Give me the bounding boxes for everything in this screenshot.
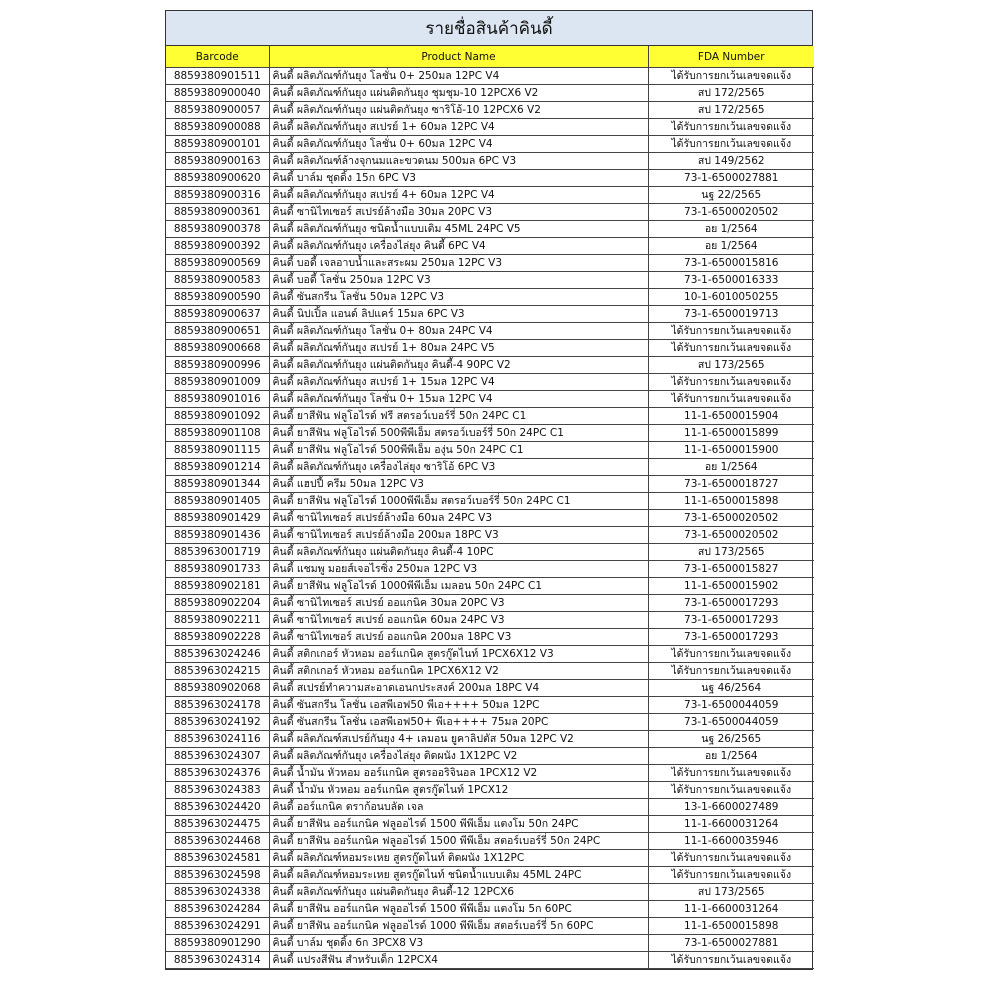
- barcode-cell: 8853963024468: [166, 833, 269, 850]
- product-name-cell: คินดี้ สติกเกอร์ หัวหอม ออร์แกนิค สูตรกู๊ดไนท์ 1PCX6X12 V3: [269, 646, 648, 663]
- product-name-cell: คินดี้ ผลิตภัณฑ์กันยุง โลชั่น 0+ 60มล 12PC V4: [269, 136, 648, 153]
- fda-number-cell: 10-1-6010050255: [648, 289, 814, 306]
- product-name-cell: คินดี้ สติกเกอร์ หัวหอม ออร์แกนิค 1PCX6X12 V2: [269, 663, 648, 680]
- barcode-cell: 8853963024475: [166, 816, 269, 833]
- fda-number-cell: ได้รับการยกเว้นเลขจดแจ้ง: [648, 765, 814, 782]
- table-row: [166, 561, 814, 578]
- barcode-cell: 8853963024598: [166, 867, 269, 884]
- product-name-cell: คินดี้ ยาสีฟัน ฟลูโอไรด์ 500พีพีเอ็ม สตรอว์เบอร์รี่ 50ก 24PC C1: [269, 425, 648, 442]
- fda-number-cell: 11-1-6500015899: [648, 425, 814, 442]
- fda-number-cell: 73-1-6500027881: [648, 935, 814, 952]
- product-name-cell: คินดี้ บอดี้ โลชั่น 250มล 12PC V3: [269, 272, 648, 289]
- table-row: [166, 952, 814, 969]
- product-name-cell: คินดี้ ยาสีฟัน ฟลูโอไรด์ 1000พีพีเอ็ม สตรอว์เบอร์รี่ 50ก 24PC C1: [269, 493, 648, 510]
- table-row: [166, 85, 814, 102]
- fda-number-cell: 11-1-6600031264: [648, 901, 814, 918]
- barcode-cell: 8859380901115: [166, 442, 269, 459]
- fda-number-cell: สป 173/2565: [648, 357, 814, 374]
- product-name-cell: คินดี้ ซานิไทเซอร์ สเปรย์ ออแกนิค 60มล 24PC V3: [269, 612, 648, 629]
- barcode-cell: 8859380900040: [166, 85, 269, 102]
- fda-number-cell: สป 172/2565: [648, 102, 814, 119]
- table-row: [166, 289, 814, 306]
- table-row: [166, 714, 814, 731]
- product-name-cell: คินดี้ บอดี้ เจลอาบน้ำและสระผม 250มล 12PC V3: [269, 255, 648, 272]
- product-name-cell: คินดี้ ผลิตภัณฑ์กันยุง ชนิดน้ำแบบเติม 45ML 24PC V5: [269, 221, 648, 238]
- fda-number-cell: 73-1-6500044059: [648, 714, 814, 731]
- product-name-cell: คินดี้ ยาสีฟัน ฟลูโอไรด์ 1000พีพีเอ็ม เมลอน 50ก 24PC C1: [269, 578, 648, 595]
- table-row: [166, 187, 814, 204]
- fda-number-cell: 11-1-6500015902: [648, 578, 814, 595]
- fda-number-cell: นฐ 46/2564: [648, 680, 814, 697]
- barcode-cell: 8859380900569: [166, 255, 269, 272]
- barcode-cell: 8859380901214: [166, 459, 269, 476]
- fda-number-cell: 73-1-6500016333: [648, 272, 814, 289]
- product-name-cell: คินดี้ ยาสีฟัน ออร์แกนิค ฟลูออไรด์ 1500 พีพีเอ็ม สตอร์เบอร์รี่ 50ก 24PC: [269, 833, 648, 850]
- fda-number-cell: 73-1-6500017293: [648, 612, 814, 629]
- product-list-sheet: [165, 10, 813, 970]
- sheet-title: รายชื่อสินค้าคินดี้: [166, 11, 812, 46]
- table-row: [166, 408, 814, 425]
- barcode-cell: 8853963024284: [166, 901, 269, 918]
- fda-number-cell: 73-1-6500020502: [648, 204, 814, 221]
- barcode-cell: 8853963024314: [166, 952, 269, 969]
- fda-number-cell: อย 1/2564: [648, 221, 814, 238]
- barcode-cell: 8859380900057: [166, 102, 269, 119]
- table-row: [166, 595, 814, 612]
- fda-number-cell: ได้รับการยกเว้นเลขจดแจ้ง: [648, 952, 814, 969]
- table-row: [166, 629, 814, 646]
- barcode-cell: 8859380902181: [166, 578, 269, 595]
- fda-number-cell: 73-1-6500044059: [648, 697, 814, 714]
- product-name-cell: คินดี้ นิปเปิ้ล แอนด์ ลิปแคร์ 15มล 6PC V3: [269, 306, 648, 323]
- table-row: [166, 765, 814, 782]
- barcode-cell: 8859380900668: [166, 340, 269, 357]
- fda-number-cell: อย 1/2564: [648, 748, 814, 765]
- barcode-cell: 8859380900637: [166, 306, 269, 323]
- table-row: [166, 527, 814, 544]
- product-name-cell: คินดี้ บาล์ม ชุดดิ้ง 15ก 6PC V3: [269, 170, 648, 187]
- fda-number-cell: ได้รับการยกเว้นเลขจดแจ้ง: [648, 323, 814, 340]
- product-name-cell: คินดี้ ออร์แกนิค ตราก้อนบลัด เจล: [269, 799, 648, 816]
- table-row: [166, 153, 814, 170]
- fda-number-cell: 73-1-6500017293: [648, 595, 814, 612]
- barcode-cell: 8859380902204: [166, 595, 269, 612]
- barcode-cell: 8853963024291: [166, 918, 269, 935]
- product-name-cell: คินดี้ แฮปปี้ ครีม 50มล 12PC V3: [269, 476, 648, 493]
- product-name-cell: คินดี้ ผลิตภัณฑ์ล้างจุกนมและขวดนม 500มล 6PC V3: [269, 153, 648, 170]
- table-header-row: [166, 46, 814, 68]
- fda-number-cell: ได้รับการยกเว้นเลขจดแจ้ง: [648, 136, 814, 153]
- fda-number-cell: ได้รับการยกเว้นเลขจดแจ้ง: [648, 663, 814, 680]
- table-row: [166, 357, 814, 374]
- fda-number-cell: 11-1-6500015898: [648, 918, 814, 935]
- table-row: [166, 816, 814, 833]
- table-row: [166, 918, 814, 935]
- barcode-cell: 8859380900101: [166, 136, 269, 153]
- fda-number-cell: อย 1/2564: [648, 238, 814, 255]
- table-row: [166, 935, 814, 952]
- fda-number-cell: 13-1-6600027489: [648, 799, 814, 816]
- product-name-cell: คินดี้ ผลิตภัณฑ์กันยุง สเปรย์ 4+ 60มล 12PC V4: [269, 187, 648, 204]
- product-name-cell: คินดี้ ซานิไทเซอร์ สเปรย์ล้างมือ 60มล 24PC V3: [269, 510, 648, 527]
- fda-number-cell: 73-1-6500027881: [648, 170, 814, 187]
- fda-number-cell: ได้รับการยกเว้นเลขจดแจ้ง: [648, 340, 814, 357]
- barcode-cell: 8853963024420: [166, 799, 269, 816]
- table-row: [166, 544, 814, 561]
- fda-number-cell: นฐ 22/2565: [648, 187, 814, 204]
- product-name-cell: คินดี้ ผลิตภัณฑ์กันยุง แผ่นติดกันยุง คินดี้-12 12PCX6: [269, 884, 648, 901]
- product-name-cell: คินดี้ ผลิตภัณฑ์กันยุง สเปรย์ 1+ 60มล 12PC V4: [269, 119, 648, 136]
- table-row: [166, 782, 814, 799]
- barcode-cell: 8859380902211: [166, 612, 269, 629]
- fda-number-cell: 73-1-6500020502: [648, 510, 814, 527]
- table-row: [166, 612, 814, 629]
- barcode-cell: 8859380900392: [166, 238, 269, 255]
- product-name-cell: คินดี้ ยาสีฟัน ออร์แกนิค ฟลูออไรด์ 1500 พีพีเอ็ม แตงโม 5ก 60PC: [269, 901, 648, 918]
- fda-number-cell: 11-1-6600031264: [648, 816, 814, 833]
- table-row: [166, 697, 814, 714]
- product-name-cell: คินดี้ ซันสกรีน โลชั่น เอสพีเอฟ50+ พีเอ++++ 75มล 20PC: [269, 714, 648, 731]
- barcode-cell: 8859380900378: [166, 221, 269, 238]
- barcode-cell: 8859380900620: [166, 170, 269, 187]
- barcode-cell: 8853963001719: [166, 544, 269, 561]
- barcode-cell: 8859380901290: [166, 935, 269, 952]
- fda-number-cell: 73-1-6500015827: [648, 561, 814, 578]
- barcode-cell: 8853963024307: [166, 748, 269, 765]
- table-row: [166, 663, 814, 680]
- fda-number-cell: ได้รับการยกเว้นเลขจดแจ้ง: [648, 68, 814, 85]
- fda-number-cell: ได้รับการยกเว้นเลขจดแจ้ง: [648, 867, 814, 884]
- fda-number-cell: 73-1-6500018727: [648, 476, 814, 493]
- product-name-cell: คินดี้ ยาสีฟัน ออร์แกนิค ฟลูออไรด์ 1000 พีพีเอ็ม สตอร์เบอร์รี่ 5ก 60PC: [269, 918, 648, 935]
- product-name-cell: คินดี้ ผลิตภัณฑ์กันยุง สเปรย์ 1+ 80มล 24PC V5: [269, 340, 648, 357]
- header-barcode: Barcode: [166, 46, 269, 68]
- table-row: [166, 255, 814, 272]
- barcode-cell: 8853963024581: [166, 850, 269, 867]
- table-row: [166, 884, 814, 901]
- header-fda-number: FDA Number: [648, 46, 814, 68]
- barcode-cell: 8859380901344: [166, 476, 269, 493]
- product-name-cell: คินดี้ ผลิตภัณฑ์กันยุง สเปรย์ 1+ 15มล 12PC V4: [269, 374, 648, 391]
- fda-number-cell: ได้รับการยกเว้นเลขจดแจ้ง: [648, 119, 814, 136]
- barcode-cell: 8853963024178: [166, 697, 269, 714]
- product-name-cell: คินดี้ ซานิไทเซอร์ สเปรย์ ออแกนิค 200มล 18PC V3: [269, 629, 648, 646]
- product-name-cell: คินดี้ ผลิตภัณฑ์กันยุง เครื่องไล่ยุง ติดผนัง 1X12PC V2: [269, 748, 648, 765]
- table-row: [166, 102, 814, 119]
- fda-number-cell: นฐ 26/2565: [648, 731, 814, 748]
- table-row: [166, 510, 814, 527]
- barcode-cell: 8853963024215: [166, 663, 269, 680]
- table-row: [166, 578, 814, 595]
- fda-number-cell: 73-1-6500015816: [648, 255, 814, 272]
- barcode-cell: 8859380901009: [166, 374, 269, 391]
- table-row: [166, 204, 814, 221]
- product-name-cell: คินดี้ บาล์ม ชุดดิ้ง 6ก 3PCX8 V3: [269, 935, 648, 952]
- fda-number-cell: 11-1-6500015904: [648, 408, 814, 425]
- fda-number-cell: 11-1-6500015898: [648, 493, 814, 510]
- product-name-cell: คินดี้ ผลิตภัณฑ์กันยุง เครื่องไล่ยุง คินดี้ 6PC V4: [269, 238, 648, 255]
- table-row: [166, 799, 814, 816]
- product-name-cell: คินดี้ ผลิตภัณฑ์กันยุง โลชั่น 0+ 80มล 24PC V4: [269, 323, 648, 340]
- fda-number-cell: ได้รับการยกเว้นเลขจดแจ้ง: [648, 646, 814, 663]
- table-row: [166, 425, 814, 442]
- table-row: [166, 306, 814, 323]
- barcode-cell: 8853963024192: [166, 714, 269, 731]
- barcode-cell: 8859380900651: [166, 323, 269, 340]
- barcode-cell: 8859380900163: [166, 153, 269, 170]
- product-name-cell: คินดี้ ยาสีฟัน ฟลูโอไรด์ 500พีพีเอ็ม องุ่น 50ก 24PC C1: [269, 442, 648, 459]
- table-row: [166, 442, 814, 459]
- barcode-cell: 8859380902068: [166, 680, 269, 697]
- product-name-cell: คินดี้ ผลิตภัณฑ์กันยุง โลชั่น 0+ 15มล 12PC V4: [269, 391, 648, 408]
- barcode-cell: 8859380902228: [166, 629, 269, 646]
- fda-number-cell: อย 1/2564: [648, 459, 814, 476]
- table-row: [166, 833, 814, 850]
- product-name-cell: คินดี้ น้ำมัน หัวหอม ออร์แกนิค สูตรกู๊ดไนท์ 1PCX12: [269, 782, 648, 799]
- table-row: [166, 901, 814, 918]
- fda-number-cell: 73-1-6500017293: [648, 629, 814, 646]
- table-row: [166, 391, 814, 408]
- fda-number-cell: 73-1-6500019713: [648, 306, 814, 323]
- product-name-cell: คินดี้ ซานิไทเซอร์ สเปรย์ล้างมือ 200มล 18PC V3: [269, 527, 648, 544]
- barcode-cell: 8853963024246: [166, 646, 269, 663]
- product-name-cell: คินดี้ ซันสกรีน โลชั่น เอสพีเอฟ50 พีเอ++++ 50มล 12PC: [269, 697, 648, 714]
- table-row: [166, 680, 814, 697]
- table-row: [166, 170, 814, 187]
- barcode-cell: 8859380900361: [166, 204, 269, 221]
- barcode-cell: 8859380900590: [166, 289, 269, 306]
- table-row: [166, 476, 814, 493]
- barcode-cell: 8859380900583: [166, 272, 269, 289]
- barcode-cell: 8853963024383: [166, 782, 269, 799]
- barcode-cell: 8853963024116: [166, 731, 269, 748]
- table-row: [166, 323, 814, 340]
- table-row: [166, 731, 814, 748]
- barcode-cell: 8859380901436: [166, 527, 269, 544]
- product-name-cell: คินดี้ ผลิตภัณฑ์กันยุง แผ่นติดกันยุง ชุมชุม-10 12PCX6 V2: [269, 85, 648, 102]
- product-name-cell: คินดี้ ผลิตภัณฑ์กันยุง แผ่นติดกันยุง คินดี้-4 90PC V2: [269, 357, 648, 374]
- barcode-cell: 8859380900316: [166, 187, 269, 204]
- product-name-cell: คินดี้ ผลิตภัณฑ์กันยุง เครื่องไล่ยุง ซาริโอ้ 6PC V3: [269, 459, 648, 476]
- table-row: [166, 459, 814, 476]
- table-row: [166, 119, 814, 136]
- fda-number-cell: ได้รับการยกเว้นเลขจดแจ้ง: [648, 850, 814, 867]
- barcode-cell: 8859380901733: [166, 561, 269, 578]
- barcode-cell: 8859380901016: [166, 391, 269, 408]
- header-product-name: Product Name: [269, 46, 648, 68]
- product-name-cell: คินดี้ สเปรย์ทำความสะอาดเอนกประสงค์ 200มล 18PC V4: [269, 680, 648, 697]
- fda-number-cell: ได้รับการยกเว้นเลขจดแจ้ง: [648, 391, 814, 408]
- fda-number-cell: 11-1-6600035946: [648, 833, 814, 850]
- product-name-cell: คินดี้ ซานิไทเซอร์ สเปรย์ล้างมือ 30มล 20PC V3: [269, 204, 648, 221]
- product-name-cell: คินดี้ ซันสกรีน โลชั่น 50มล 12PC V3: [269, 289, 648, 306]
- table-body: [166, 68, 814, 969]
- table-row: [166, 374, 814, 391]
- barcode-cell: 8859380901405: [166, 493, 269, 510]
- product-name-cell: คินดี้ แปรงสีฟัน สำหรับเด็ก 12PCX4: [269, 952, 648, 969]
- table-row: [166, 136, 814, 153]
- table-row: [166, 748, 814, 765]
- product-name-cell: คินดี้ ผลิตภัณฑ์กันยุง โลชั่น 0+ 250มล 12PC V4: [269, 68, 648, 85]
- barcode-cell: 8859380901092: [166, 408, 269, 425]
- fda-number-cell: 11-1-6500015900: [648, 442, 814, 459]
- fda-number-cell: ได้รับการยกเว้นเลขจดแจ้ง: [648, 374, 814, 391]
- product-name-cell: คินดี้ ผลิตภัณฑ์หอมระเหย สูตรกู๊ดไนท์ ชนิดน้ำแบบเติม 45ML 24PC: [269, 867, 648, 884]
- barcode-cell: 8859380901429: [166, 510, 269, 527]
- table-row: [166, 68, 814, 85]
- table-row: [166, 238, 814, 255]
- table-row: [166, 493, 814, 510]
- fda-number-cell: สป 172/2565: [648, 85, 814, 102]
- product-name-cell: คินดี้ ซานิไทเซอร์ สเปรย์ ออแกนิค 30มล 20PC V3: [269, 595, 648, 612]
- product-name-cell: คินดี้ ยาสีฟัน ออร์แกนิค ฟลูออไรด์ 1500 พีพีเอ็ม แตงโม 50ก 24PC: [269, 816, 648, 833]
- table-row: [166, 867, 814, 884]
- barcode-cell: 8853963024376: [166, 765, 269, 782]
- product-name-cell: คินดี้ ยาสีฟัน ฟลูโอไรด์ ฟรี สตรอว์เบอร์รี่ 50ก 24PC C1: [269, 408, 648, 425]
- fda-number-cell: 73-1-6500020502: [648, 527, 814, 544]
- product-name-cell: คินดี้ ผลิตภัณฑ์กันยุง แผ่นติดกันยุง ซาริโอ้-10 12PCX6 V2: [269, 102, 648, 119]
- barcode-cell: 8859380901511: [166, 68, 269, 85]
- fda-number-cell: ได้รับการยกเว้นเลขจดแจ้ง: [648, 782, 814, 799]
- fda-number-cell: สป 173/2565: [648, 544, 814, 561]
- barcode-cell: 8859380900088: [166, 119, 269, 136]
- product-name-cell: คินดี้ ผลิตภัณฑ์กันยุง แผ่นติดกันยุง คินดี้-4 10PC: [269, 544, 648, 561]
- product-name-cell: คินดี้ ผลิตภัณฑ์สเปรย์กันยุง 4+ เลมอน ยูคาลิปตัส 50มล 12PC V2: [269, 731, 648, 748]
- fda-number-cell: สป 173/2565: [648, 884, 814, 901]
- table-row: [166, 646, 814, 663]
- fda-number-cell: สป 149/2562: [648, 153, 814, 170]
- table-row: [166, 340, 814, 357]
- product-table: [166, 46, 814, 969]
- table-row: [166, 221, 814, 238]
- table-row: [166, 850, 814, 867]
- barcode-cell: 8853963024338: [166, 884, 269, 901]
- table-row: [166, 272, 814, 289]
- product-name-cell: คินดี้ แชมพู มอยส์เจอไรซิ่ง 250มล 12PC V3: [269, 561, 648, 578]
- product-name-cell: คินดี้ น้ำมัน หัวหอม ออร์แกนิค สูตรออริจินอล 1PCX12 V2: [269, 765, 648, 782]
- barcode-cell: 8859380900996: [166, 357, 269, 374]
- product-name-cell: คินดี้ ผลิตภัณฑ์หอมระเหย สูตรกู๊ดไนท์ ติดผนัง 1X12PC: [269, 850, 648, 867]
- barcode-cell: 8859380901108: [166, 425, 269, 442]
